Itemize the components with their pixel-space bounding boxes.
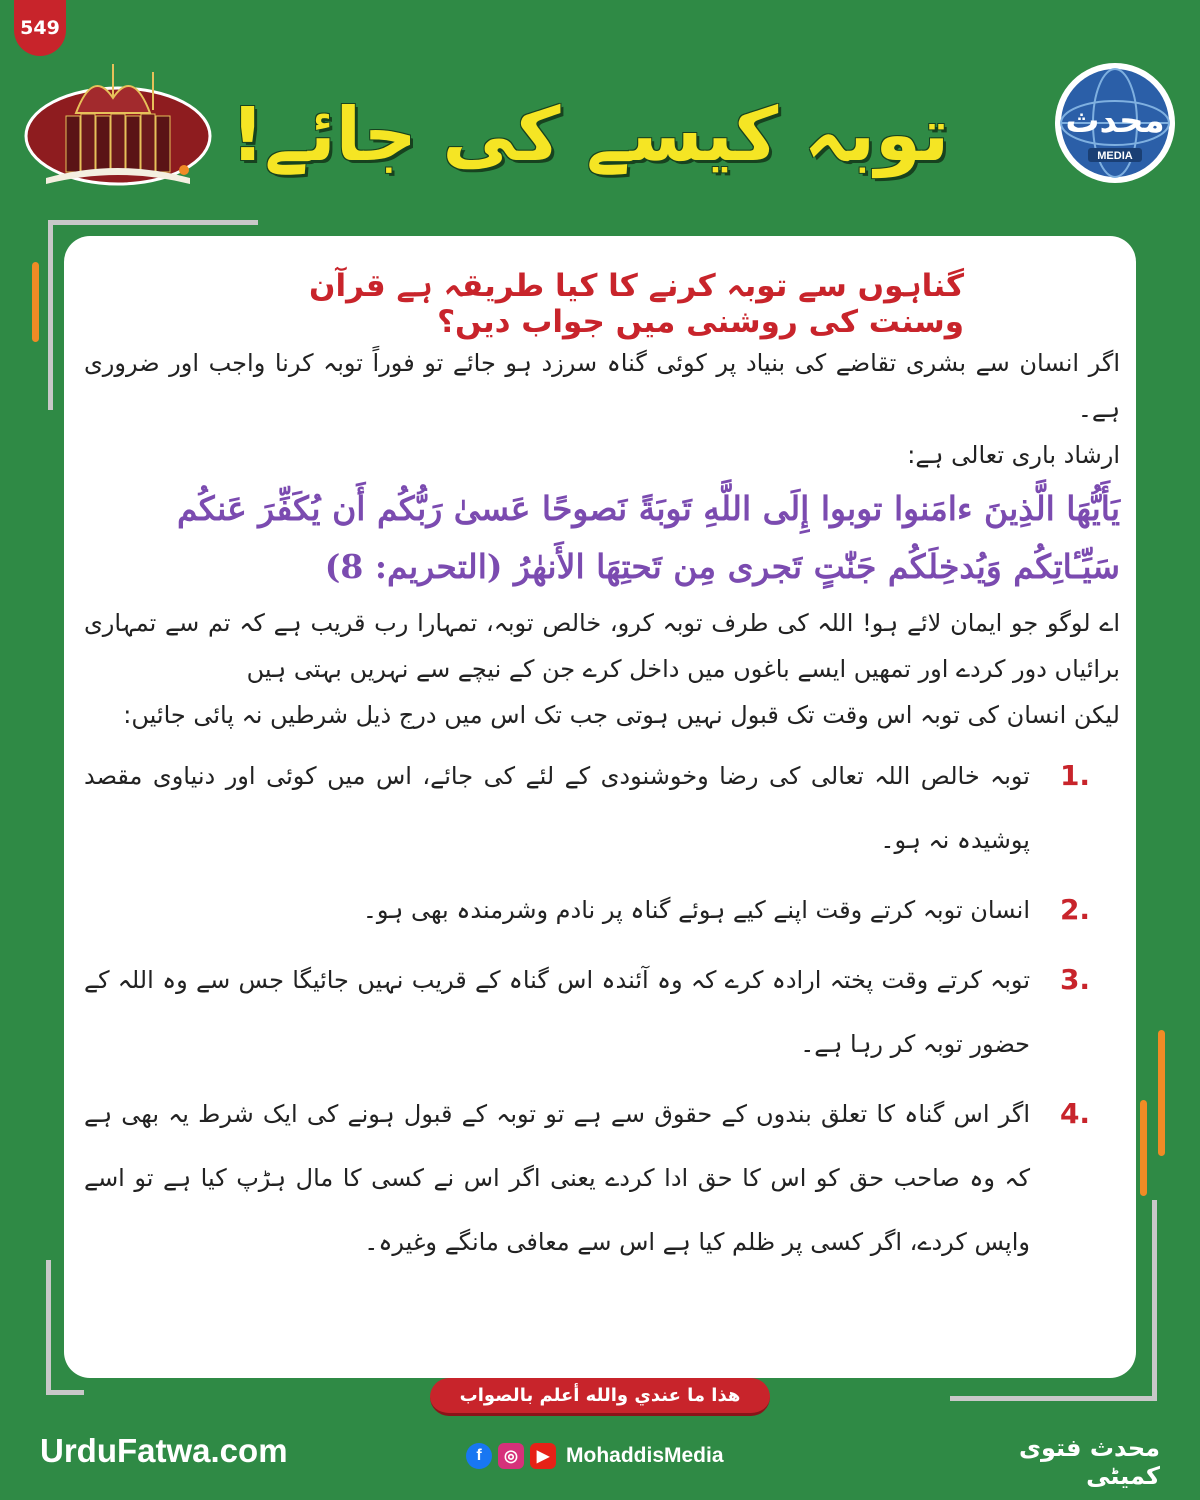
instagram-icon[interactable]: ◎ [498,1443,524,1469]
verse-text: يَأَيُّهَا الَّذِينَ ءامَنوا توبوا إِلَى اللَّهِ تَوبَةً نَصوحًا عَسىٰ رَبُّكُم أَن يُكَفِّرَ عَنكُم سَيِّـٔاتِكُم وَيُدخِلَكُم جَنّٰتٍ تَجرى مِن تَحتِهَا الأَنهٰرُ [176,489,1120,586]
frame-line [46,1260,51,1394]
orange-accent-bar [1158,1030,1165,1156]
condition-number: 1. [1059,759,1091,792]
condition-text: انسان توبہ کرتے وقت اپنے کیے ہوئے گناہ پر نادم وشرمندہ بھی ہو۔ [362,896,1030,924]
irshad-line: ارشاد باری تعالی ہے: [907,441,1120,469]
question-heading: گناہوں سے توبہ کرنے کا کیا طریقہ ہے قرآن وسنت کی روشنی میں جواب دیں؟ [190,270,980,338]
website-link[interactable]: UrduFatwa.com [40,1432,288,1469]
condition-number: 3. [1059,963,1091,996]
condition-item [84,1082,1120,1274]
post-number: 549 [20,17,60,39]
quran-verse [84,480,1120,596]
page-title: توبہ کیسے کی جائے! [230,92,950,178]
mohaddis-media-logo [1052,60,1178,186]
condition-item [84,878,1120,942]
question-bubble-tail [162,300,192,328]
translation-paragraph: اے لوگو جو ایمان لائے ہو! اللہ کی طرف توبہ کرو، خالص توبہ، تمہارا رب قریب ہے کہ تم سے تمہاری برائیاں دور کردے اور تمھیں ایسے باغوں میں داخل کرے جن کے نیچے سے نہریں بہتی ہیں [84,609,1120,683]
social-handles [466,1440,724,1472]
frame-line [48,220,258,225]
condition-number: 2. [1059,893,1091,926]
intro-paragraph: اگر انسان سے بشری تقاضے کی بنیاد پر کوئی گناہ سرزد ہو جائے تو فوراً توبہ کرنا واجب اور ضروری ہے۔ [84,349,1120,423]
condition-text: توبہ کرتے وقت پختہ ارادہ کرے کہ وہ آئندہ اس گناہ کے قریب نہیں جائیگا جس سے وہ اللہ کے حضور توبہ کر رہا ہے۔ [84,966,1030,1058]
youtube-icon[interactable]: ▶ [530,1443,556,1469]
post-number-badge [14,0,66,56]
condition-item [84,744,1120,872]
social-handle-text[interactable]: MohaddisMedia [566,1444,724,1467]
frame-line [46,1390,84,1395]
orange-accent-bar [32,262,39,342]
condition-text: اگر اس گناہ کا تعلق بندوں کے حقوق سے ہے تو توبہ کے قبول ہونے کی ایک شرط یہ بھی ہے کہ وہ صاحب حق کو اس کا حق ادا کردے یعنی اگر اس نے کسی کا مال ہڑپ کیا ہے تو اسے واپس کردے، اگر کسی پر ظلم کیا ہے اس سے معافی مانگے وغیرہ۔ [84,1100,1030,1256]
closing-pill: هذا ما عندي والله أعلم بالصواب [430,1378,770,1416]
verse-reference: (التحريم: 8) [324,547,503,586]
frame-line [48,220,53,410]
facebook-icon[interactable]: f [466,1443,492,1469]
frame-line [950,1396,1157,1401]
condition-item [84,948,1120,1076]
svg-text:MEDIA: MEDIA [1097,150,1133,162]
svg-text:محدث: محدث [1065,101,1165,141]
condition-number: 4. [1059,1097,1091,1130]
condition-text: توبہ خالص اللہ تعالی کی رضا وخوشنودی کے لئے کی جائے، اس میں کوئی اور دنیاوی مقصد پوشیدہ نہ ہو۔ [84,762,1030,854]
committee-name: محدث فتوی کمیٹی [1018,1434,1160,1490]
orange-accent-bar [1140,1100,1147,1196]
conditions-intro: لیکن انسان کی توبہ اس وقت تک قبول نہیں ہوتی جب تک اس میں درج ذیل شرطیں نہ پائی جائیں: [123,701,1120,729]
frame-line [1152,1200,1157,1400]
books-illustration [18,58,218,188]
answer-content [84,340,1120,1274]
